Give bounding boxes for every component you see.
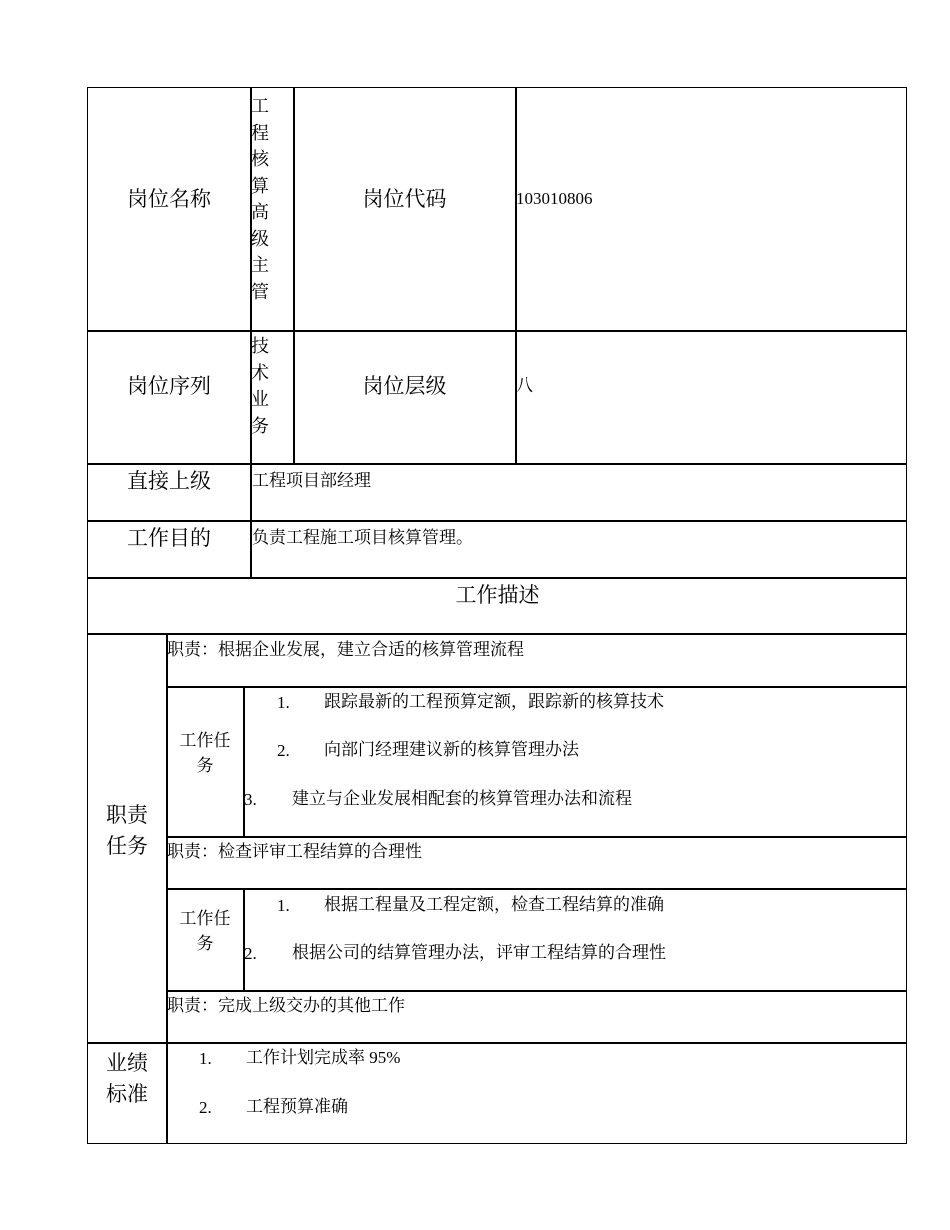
position-code-label: 岗位代码	[362, 187, 447, 211]
position-name-label: 岗位名称	[127, 187, 211, 211]
performance-label	[88, 1048, 166, 1110]
task-text: 根据工程量及工程定额，检查工程结算的准确	[324, 895, 664, 914]
task-text: 建立与企业发展相配套的核算管理办法和流程	[292, 789, 632, 808]
position-sequence-value: 技术业务	[251, 336, 269, 436]
task-number: 2.	[277, 741, 290, 760]
col-divider	[166, 633, 168, 1144]
duties-label-line2: 任务	[106, 834, 148, 858]
task-label-line2: 务	[196, 934, 214, 953]
task-label-line2: 务	[196, 756, 214, 775]
position-level-value: 八	[516, 376, 533, 395]
performance-text: 工作计划完成率 95%	[246, 1048, 401, 1067]
performance-text: 工程预算准确	[246, 1097, 348, 1116]
row-divider	[87, 577, 907, 579]
supervisor-value: 工程项目部经理	[252, 471, 371, 490]
purpose-value: 负责工程施工项目核算管理。	[252, 528, 473, 547]
task-label	[167, 728, 243, 778]
position-sequence-label: 岗位序列	[127, 374, 211, 398]
task-number: 1.	[277, 693, 290, 712]
purpose-label: 工作目的	[127, 526, 211, 550]
row-divider	[166, 686, 907, 688]
task-number: 3.	[244, 790, 257, 809]
task-label-line1: 工作任	[179, 731, 231, 750]
job-table	[87, 87, 907, 1144]
col-divider	[515, 87, 517, 463]
row-divider	[87, 633, 907, 635]
row-divider	[87, 1042, 907, 1044]
duties-label-line1: 职责	[106, 803, 148, 827]
performance-label-line2: 标准	[106, 1082, 148, 1106]
description-title: 工作描述	[455, 583, 540, 607]
col-divider	[243, 686, 245, 836]
duty-title: 职责：检查评审工程结算的合理性	[167, 842, 422, 861]
position-code-value: 103010806	[516, 189, 593, 208]
position-level-label: 岗位层级	[362, 374, 447, 398]
task-label-line1: 工作任	[179, 909, 231, 928]
task-text: 跟踪最新的工程预算定额，跟踪新的核算技术	[324, 692, 664, 711]
row-divider	[166, 888, 907, 890]
col-divider	[293, 87, 295, 463]
duty-title: 职责：根据企业发展，建立合适的核算管理流程	[167, 640, 524, 659]
task-text: 根据公司的结算管理办法，评审工程结算的合理性	[292, 943, 666, 962]
row-divider	[166, 836, 907, 838]
row-divider	[87, 330, 907, 332]
performance-number: 2.	[199, 1098, 212, 1117]
row-divider	[166, 990, 907, 992]
task-number: 1.	[277, 896, 290, 915]
position-name-value: 工程核算高级主管	[251, 96, 269, 302]
supervisor-label: 直接上级	[127, 469, 211, 493]
performance-label-line1: 业绩	[106, 1051, 148, 1075]
row-divider	[87, 520, 907, 522]
task-text: 向部门经理建议新的核算管理办法	[324, 740, 579, 759]
task-label	[167, 906, 243, 956]
duties-section-label	[88, 800, 166, 862]
performance-number: 1.	[199, 1049, 212, 1068]
col-divider	[243, 888, 245, 990]
row-divider	[87, 463, 907, 465]
task-number: 2.	[244, 944, 257, 963]
duty-title: 职责：完成上级交办的其他工作	[167, 996, 405, 1015]
